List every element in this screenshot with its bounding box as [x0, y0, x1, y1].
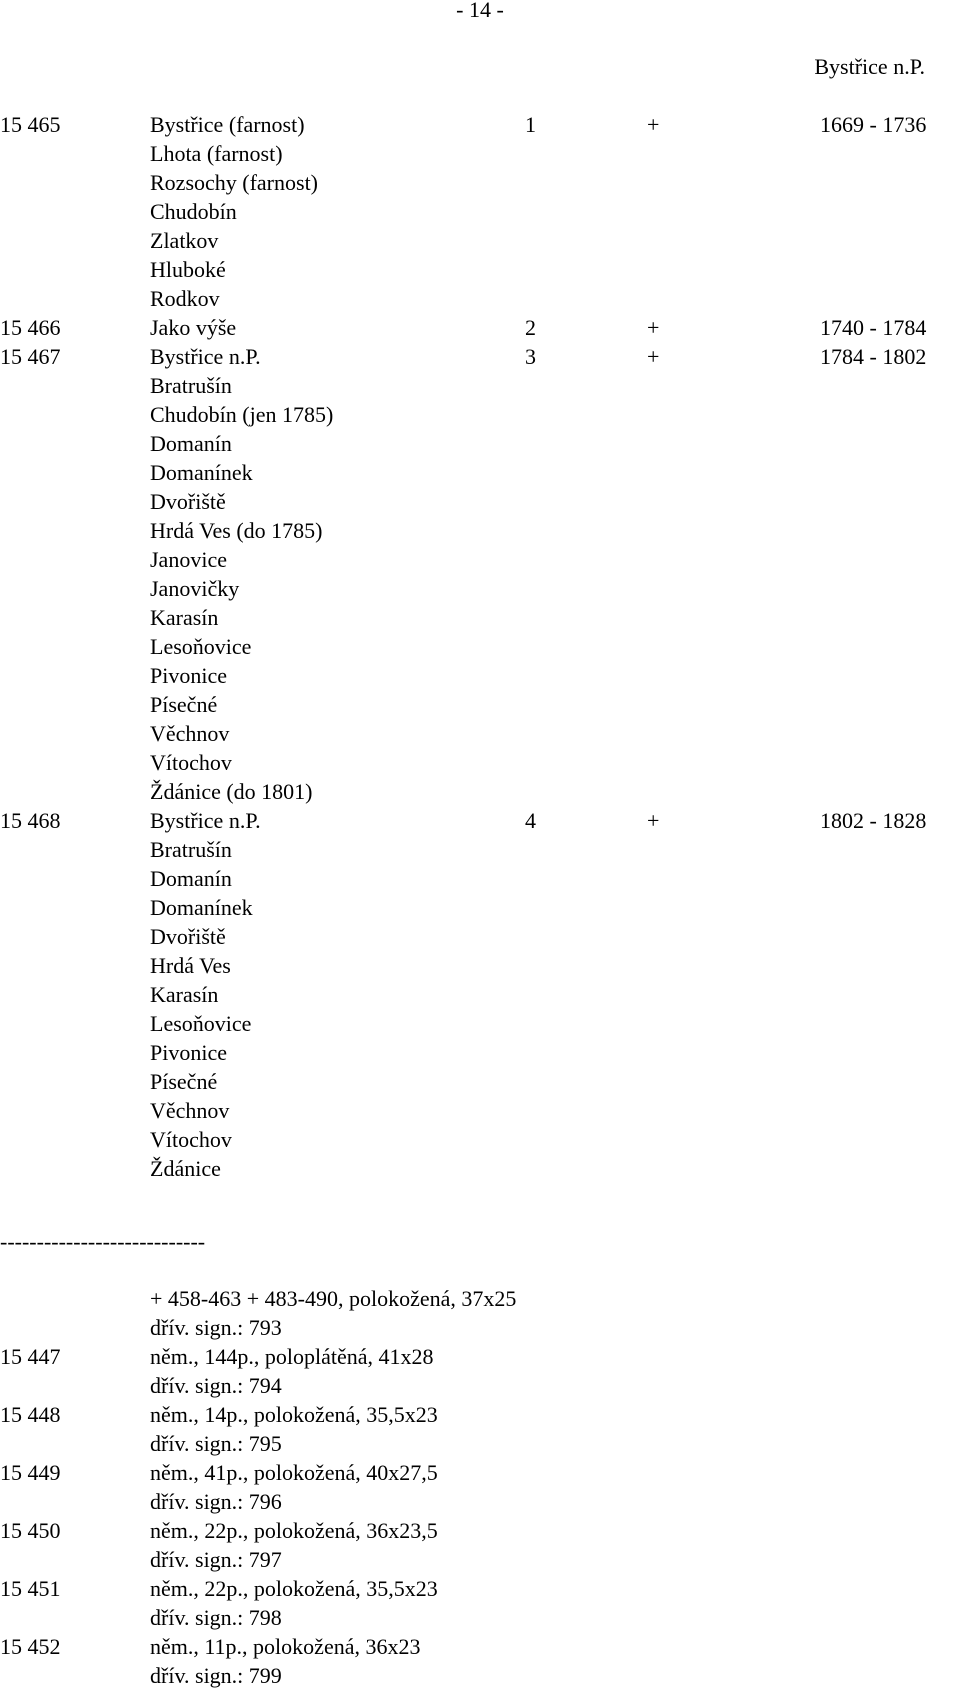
- page-number: - 14 -: [456, 0, 504, 22]
- place-name: Domanín: [150, 866, 232, 891]
- place-name: Rodkov: [150, 286, 220, 311]
- place-name: Pivonice: [150, 663, 227, 688]
- place-name: Lesoňovice: [150, 1011, 252, 1036]
- place-name: Zlatkov: [150, 228, 219, 253]
- description-line: [0, 1284, 960, 1313]
- description-text: dřív. sign.: 794: [150, 1373, 282, 1398]
- place-name: Vítochov: [150, 1127, 232, 1152]
- place-name: Janovičky: [150, 576, 240, 601]
- place-name: Písečné: [150, 1069, 218, 1094]
- volume-number: 2: [525, 315, 536, 340]
- place-name: Hluboké: [150, 257, 226, 282]
- place-name: Domanínek: [150, 895, 253, 920]
- record-mark: +: [647, 315, 660, 340]
- descriptions-list: [0, 1284, 960, 1690]
- record-mark: +: [647, 112, 660, 137]
- description-text: něm., 22p., polokožená, 36x23,5: [150, 1518, 438, 1543]
- description-line: [0, 1545, 960, 1574]
- place-name: Chudobín: [150, 199, 237, 224]
- place-name: Věchnov: [150, 1098, 230, 1123]
- place-list: [150, 342, 960, 806]
- description-text: dřív. sign.: 793: [150, 1315, 282, 1340]
- description-line: [0, 1400, 960, 1429]
- place-name: Janovice: [150, 547, 227, 572]
- place-name: Věchnov: [150, 721, 230, 746]
- place-name: Písečné: [150, 692, 218, 717]
- description-text: dřív. sign.: 798: [150, 1605, 282, 1630]
- place-name: Lhota (farnost): [150, 141, 283, 166]
- year-range: 1740 - 1784: [820, 315, 927, 340]
- description-text: něm., 144p., poloplátěná, 41x28: [150, 1344, 434, 1369]
- place-name: Chudobín (jen 1785): [150, 402, 334, 427]
- place-name: Dvořiště: [150, 489, 226, 514]
- place-name: Domanínek: [150, 460, 253, 485]
- year-range: 1784 - 1802: [820, 344, 927, 369]
- record-number: 15 468: [0, 808, 61, 833]
- place-name: Hrdá Ves (do 1785): [150, 518, 323, 543]
- records-list: [0, 110, 960, 1183]
- place-name: Karasín: [150, 605, 219, 630]
- year-range: 1669 - 1736: [820, 112, 927, 137]
- description-line: [0, 1574, 960, 1603]
- description-text: něm., 41p., polokožená, 40x27,5: [150, 1460, 438, 1485]
- place-name: Ždánice (do 1801): [150, 779, 313, 804]
- place-name: Bratrušín: [150, 373, 232, 398]
- place-name: Jako výše: [150, 315, 237, 340]
- place-name: Bratrušín: [150, 837, 232, 862]
- description-line: [0, 1458, 960, 1487]
- description-text: dřív. sign.: 799: [150, 1663, 282, 1688]
- description-text: něm., 14p., polokožená, 35,5x23: [150, 1402, 438, 1427]
- record-row: [0, 313, 960, 342]
- description-text: něm., 11p., polokožená, 36x23: [150, 1634, 421, 1659]
- place-list: [150, 806, 960, 1183]
- place-name: Domanín: [150, 431, 232, 456]
- place-name: Rozsochy (farnost): [150, 170, 319, 195]
- description-number: 15 449: [0, 1460, 61, 1485]
- place-name: Pivonice: [150, 1040, 227, 1065]
- volume-number: 3: [525, 344, 536, 369]
- place-name: Bystřice n.P.: [150, 808, 261, 833]
- place-name: Bystřice n.P.: [150, 344, 261, 369]
- description-number: 15 448: [0, 1402, 61, 1427]
- place-list: [150, 110, 960, 313]
- place-name: Hrdá Ves: [150, 953, 231, 978]
- volume-number: 4: [525, 808, 536, 833]
- volume-number: 1: [525, 112, 536, 137]
- description-number: 15 447: [0, 1344, 61, 1369]
- description-line: [0, 1371, 960, 1400]
- place-name: Lesoňovice: [150, 634, 252, 659]
- separator-line: ----------------------------: [0, 1229, 206, 1254]
- description-text: + 458-463 + 483-490, polokožená, 37x25: [150, 1286, 517, 1311]
- description-number: 15 450: [0, 1518, 61, 1543]
- description-line: [0, 1661, 960, 1690]
- description-line: [0, 1516, 960, 1545]
- description-line: [0, 1487, 960, 1516]
- record-number: 15 465: [0, 112, 61, 137]
- running-head: Bystřice n.P.: [814, 54, 925, 79]
- place-name: Karasín: [150, 982, 219, 1007]
- record-mark: +: [647, 344, 660, 369]
- place-name: Vítochov: [150, 750, 232, 775]
- description-line: [0, 1429, 960, 1458]
- description-line: [0, 1603, 960, 1632]
- year-range: 1802 - 1828: [820, 808, 927, 833]
- description-text: dřív. sign.: 796: [150, 1489, 282, 1514]
- description-line: [0, 1313, 960, 1342]
- description-line: [0, 1342, 960, 1371]
- place-name: Ždánice: [150, 1156, 221, 1181]
- description-line: [0, 1632, 960, 1661]
- record-row: [0, 342, 960, 806]
- place-name: Dvořiště: [150, 924, 226, 949]
- description-text: dřív. sign.: 797: [150, 1547, 282, 1572]
- description-text: dřív. sign.: 795: [150, 1431, 282, 1456]
- description-text: něm., 22p., polokožená, 35,5x23: [150, 1576, 438, 1601]
- record-row: [0, 806, 960, 1183]
- description-number: 15 452: [0, 1634, 61, 1659]
- record-number: 15 466: [0, 315, 61, 340]
- record-row: [0, 110, 960, 313]
- record-mark: +: [647, 808, 660, 833]
- record-number: 15 467: [0, 344, 61, 369]
- description-number: 15 451: [0, 1576, 61, 1601]
- place-name: Bystřice (farnost): [150, 112, 305, 137]
